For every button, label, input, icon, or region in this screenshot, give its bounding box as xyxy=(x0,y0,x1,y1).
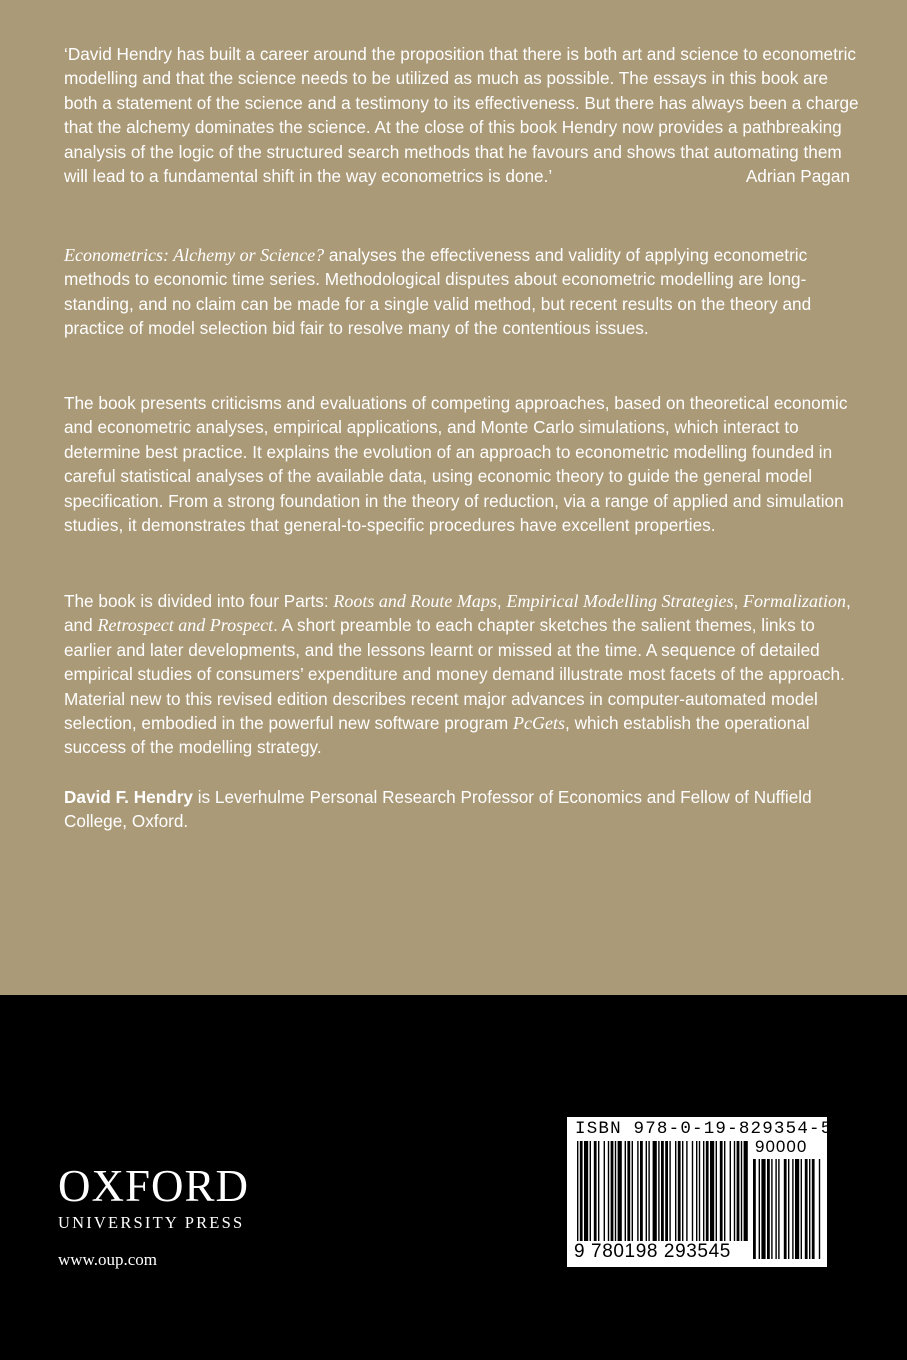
barcode-bar xyxy=(658,1141,659,1241)
barcode-bar xyxy=(703,1141,704,1241)
barcode-bar xyxy=(669,1141,670,1241)
software-name: PcGets xyxy=(513,713,566,734)
addon-bar xyxy=(778,1159,779,1259)
barcode-bar xyxy=(665,1141,668,1241)
addon-bar xyxy=(767,1159,770,1259)
addon-bar xyxy=(761,1159,765,1259)
barcode-bar xyxy=(737,1141,740,1241)
ean-digits: 9 780198 293545 xyxy=(574,1241,731,1262)
barcode-bar xyxy=(741,1141,742,1241)
author-bio xyxy=(64,785,864,834)
addon-bar xyxy=(759,1159,760,1259)
barcode-bar xyxy=(720,1141,723,1241)
isbn-label: ISBN 978-0-19-829354-5 xyxy=(575,1119,833,1139)
description-paragraph-2: The book presents criticisms and evaluations of competing approaches, based on theoretical economic and econometric analyses, empirical applications, and Monte Carlo simulations, which interact to determine best practice. It explains the evolution of an approach to econometric modelling founded in careful statistical analyses of the available data, using economic theory to guide the general model specification. From a strong foundation in the theory of reduction, via a range of applied and simulation studies, it demonstrates that general-to-specific procedures have excellent properties. xyxy=(64,393,848,536)
barcode-bar xyxy=(611,1141,614,1241)
barcode-bar xyxy=(678,1141,681,1241)
barcode-bar xyxy=(724,1141,725,1241)
publisher-subname: UNIVERSITY PRESS xyxy=(58,1213,245,1232)
barcode-bar xyxy=(730,1141,731,1241)
barcode-bar xyxy=(716,1141,717,1241)
barcode-bar xyxy=(734,1141,735,1241)
barcode-bar xyxy=(686,1141,687,1241)
addon-bar xyxy=(771,1159,772,1259)
addon-bar xyxy=(775,1159,776,1259)
barcode-bar xyxy=(590,1141,591,1241)
barcode-bar xyxy=(580,1141,583,1241)
barcode-bar xyxy=(577,1141,578,1241)
barcode-bar xyxy=(646,1141,647,1241)
barcode-bar xyxy=(608,1141,609,1241)
barcode-bar xyxy=(648,1141,649,1241)
barcode-bar xyxy=(682,1141,683,1241)
barcode-bar xyxy=(632,1141,633,1241)
part-title-4: Retrospect and Prospect xyxy=(97,615,274,636)
part-title-2: Empirical Modelling Strategies xyxy=(506,591,734,611)
barcode-bar xyxy=(696,1141,697,1241)
description-paragraph-1-text: analyses the effectiveness and validity of applying econometric methods to economic time series. Methodological disputes about econometric modelling are long-standing, and no claim can be made for a single valid method, but recent results on the theory and practice of model selection bid fair to resolve many of the contentious issues. xyxy=(64,245,812,339)
barcode-bar xyxy=(661,1141,664,1241)
barcode-bar xyxy=(637,1141,638,1241)
publisher-logo xyxy=(58,1162,249,1234)
publisher-website: www.oup.com xyxy=(58,1250,157,1269)
separator: , and xyxy=(64,591,851,636)
addon-bar xyxy=(801,1159,802,1259)
isbn-barcode xyxy=(567,1117,833,1267)
barcode-bar xyxy=(710,1141,714,1241)
part-title-1: Roots and Route Maps xyxy=(333,591,497,611)
barcode-bar xyxy=(615,1141,616,1241)
addon-bar xyxy=(809,1159,810,1259)
description-paragraph-1 xyxy=(64,243,864,341)
parts-conclusion: , which establish the operational success of the modelling strategy. xyxy=(64,713,810,758)
part-title-3: Formalization xyxy=(743,591,847,611)
barcode-bar xyxy=(653,1141,657,1241)
barcode-bar xyxy=(675,1141,676,1241)
addon-digits: 90000 xyxy=(755,1137,808,1156)
book-title-italic: Econometrics: Alchemy or Science? xyxy=(64,245,325,265)
barcode-bar xyxy=(640,1141,643,1241)
addon-bar xyxy=(819,1159,820,1259)
barcode-bar xyxy=(598,1141,599,1241)
quote-text: ‘David Hendry has built a career around the proposition that there is both art and science to econometric modelling and that the science needs to be utilized as much as possible. The essays in this book are both a statement of the science and a testimony to its effectiveness. But there has always been a charge that the alchemy dominates the science. At the close of this book Hendry now provides a pathbreaking analysis of the logic of the structured search methods that he favours and shows that automating them will lead to a fundamental shift in the way econometrics is done.’ xyxy=(64,44,859,187)
barcode-bar xyxy=(627,1141,630,1241)
barcode-bar xyxy=(699,1141,700,1241)
parts-description: . A short preamble to each chapter sketches the salient themes, links to earlier and later developments, and the lessons learnt or missed at the time. A sequence of detailed empirical studies of consumers’ expenditure and money demand illustrate most facets of the approach. Material new to this revised edition describes recent major advances in computer-automated model selection, embodied in the powerful new software program xyxy=(64,615,845,734)
separator: , xyxy=(733,591,744,611)
author-bio-text: is Leverhulme Personal Research Professor of Economics and Fellow of Nuffield College, Oxford. xyxy=(64,787,812,832)
barcode-bar xyxy=(744,1141,748,1241)
review-quote xyxy=(64,42,864,188)
barcode-bar xyxy=(604,1141,605,1241)
addon-bar xyxy=(788,1159,789,1259)
publisher-name: OXFORD xyxy=(58,1161,250,1211)
barcode-bar xyxy=(706,1141,709,1241)
barcode-bar xyxy=(584,1141,588,1241)
separator: , xyxy=(496,591,507,611)
addon-bar xyxy=(753,1159,756,1259)
barcode-bar xyxy=(692,1141,693,1241)
addon-bar xyxy=(795,1159,799,1259)
parts-intro: The book is divided into four Parts: xyxy=(64,591,334,611)
description-paragraph-3 xyxy=(64,589,864,760)
barcode-bar xyxy=(594,1141,597,1241)
addon-bar xyxy=(805,1159,808,1259)
quote-attribution: Adrian Pagan xyxy=(745,166,850,187)
author-name: David F. Hendry xyxy=(64,787,193,807)
barcode-bar xyxy=(625,1141,626,1241)
addon-bar xyxy=(792,1159,793,1259)
barcode-bar xyxy=(618,1141,622,1241)
addon-bar xyxy=(812,1159,815,1259)
addon-bar xyxy=(784,1159,787,1259)
